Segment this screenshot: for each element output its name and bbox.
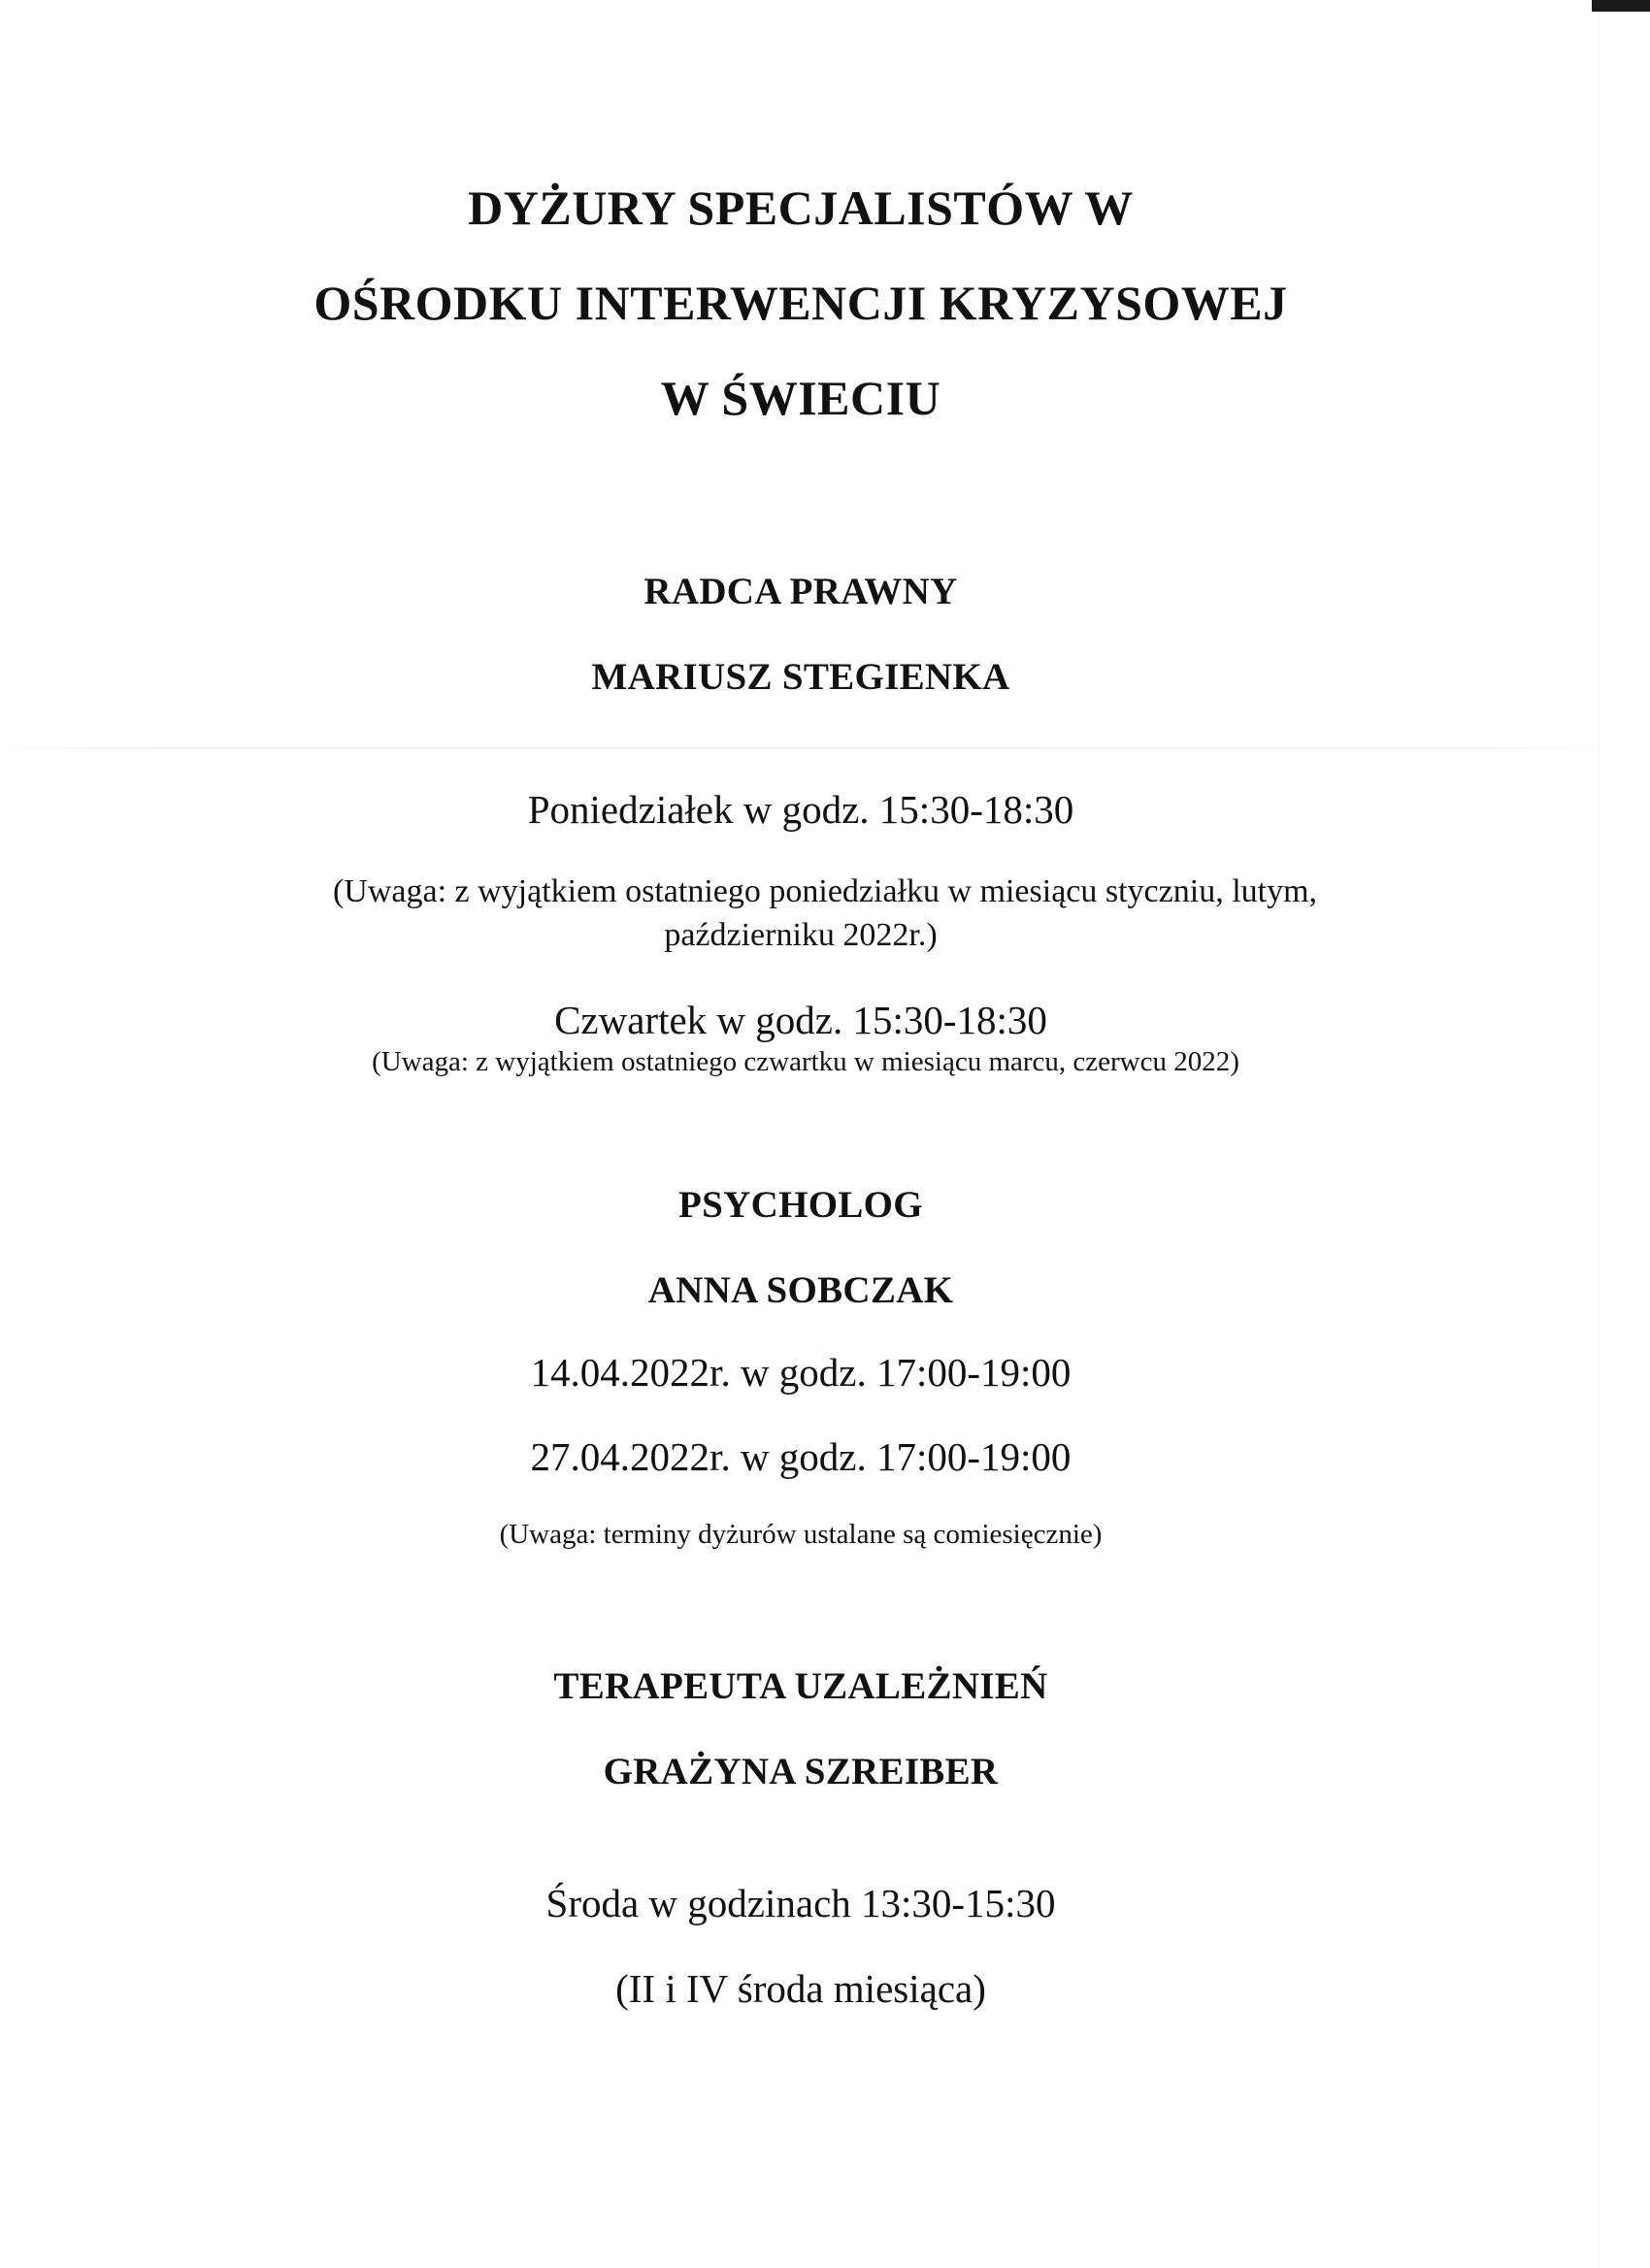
therapist-schedule-note: (II i IV środa miesiąca) (615, 1966, 986, 2011)
psychologist-note: (Uwaga: terminy dyżurów ustalane są comiesięcznie) (499, 1519, 1103, 1550)
psychologist-date-2: 27.04.2022r. w godz. 17:00-19:00 (530, 1434, 1072, 1479)
therapist-role-heading: TERAPEUTA UZALEŻNIEŃ (553, 1665, 1048, 1707)
psychologist-date-1: 14.04.2022r. w godz. 17:00-19:00 (530, 1350, 1072, 1395)
legal-role-heading: RADCA PRAWNY (644, 571, 958, 612)
title-line-3: W ŚWIECIU (660, 371, 941, 425)
scan-edge-line (1599, 0, 1600, 2268)
legal-monday-hours: Poniedziałek w godz. 15:30-18:30 (527, 787, 1074, 832)
legal-monday-note-line1: (Uwaga: z wyjątkiem ostatniego poniedziałku w miesiącu styczniu, lutym, (332, 873, 1318, 909)
title-line-1: DYŻURY SPECJALISTÓW W (468, 181, 1134, 235)
title-line-2: OŚRODKU INTERWENCJI KRYZYSOWEJ (314, 276, 1288, 330)
legal-thursday-hours: Czwartek w godz. 15:30-18:30 (554, 998, 1047, 1042)
legal-name-heading: MARIUSZ STEGIENKA (591, 656, 1010, 698)
scan-corner-mark (1592, 0, 1650, 12)
psychologist-name-heading: ANNA SOBCZAK (647, 1269, 954, 1311)
legal-monday-note-line2: październiku 2022r.) (664, 917, 938, 953)
paper-fold-line (0, 747, 1601, 749)
therapist-schedule: Środa w godzinach 13:30-15:30 (545, 1881, 1056, 1925)
legal-thursday-note: (Uwaga: z wyjątkiem ostatniego czwartku w miesiącu marcu, czerwcu 2022) (372, 1046, 1239, 1077)
therapist-name-heading: GRAŻYNA SZREIBER (603, 1751, 999, 1792)
psychologist-role-heading: PSYCHOLOG (678, 1184, 923, 1226)
